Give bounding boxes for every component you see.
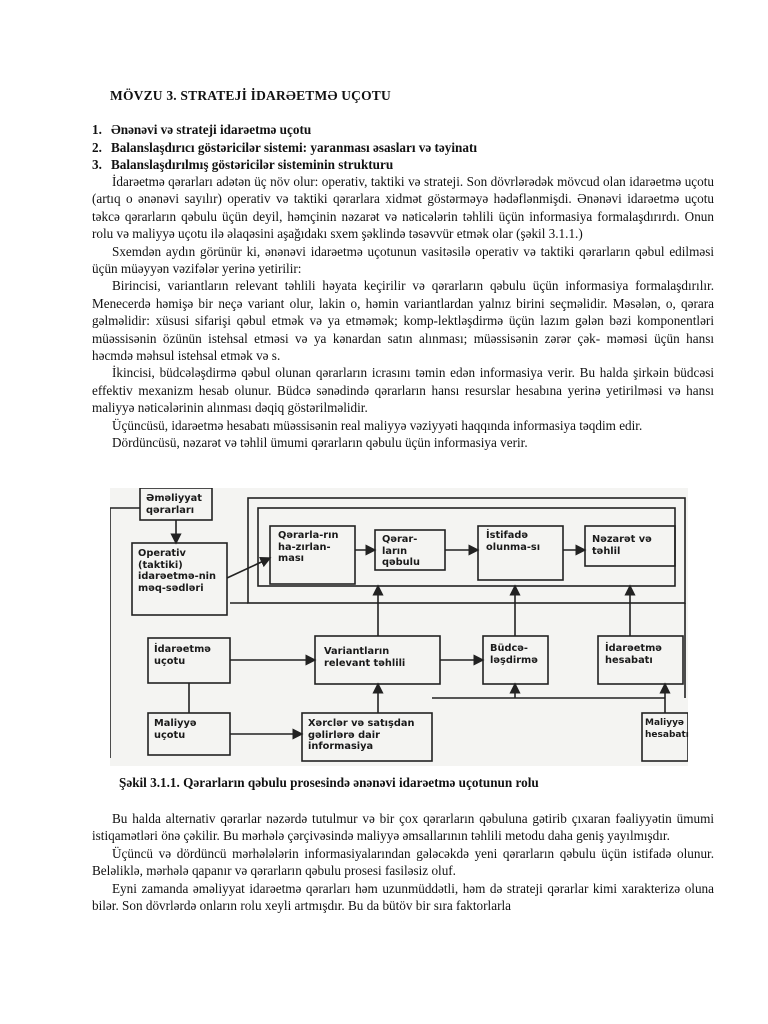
paragraph: Üçüncü və dördüncü mərhələlərin informasiyalarından gələcəkdə yeni qərarların qəbulu üçün istifadə olunur. Beləliklə, mərhələ qapanır və qərarların qəbulu prosesi fasiləsiz oluf. [92, 845, 714, 879]
body-text-top [92, 173, 714, 452]
paragraph: Eyni zamanda əməliyyat idarəetmə qərarları həm uzunmüddətli, həm də strateji qərarlar kimi xarakterizə oluna bilər. Son dövrlərdə onların rolu xeyli artmışdır. Bu da bütöv bir sıra faktorlarla [92, 880, 714, 914]
paragraph: Üçüncüsü, idarəetmə hesabatı müəssisənin real maliyyə vəziyyəti haqqında informasiya təqdim edir. [112, 417, 643, 433]
label-qebulu: Qərar-ların qəbulu [382, 534, 420, 568]
label-hazirlanmasi: Qərarla-rın ha-zırlan-ması [278, 530, 339, 564]
label-xercler: Xərclər və satışdan gəlirlərə dair informasiya [308, 718, 415, 752]
label-budce: Büdcə-ləşdirmə [490, 643, 538, 666]
label-idareetme-ucotu: İdarəetmə uçotu [154, 644, 211, 667]
label-hesabat: İdarəetmə hesabatı [605, 643, 662, 666]
paragraph: İkincisi, büdcələşdirmə qəbul olunan qərarların icrasını təmin edən informasiya verir. Bu halda şirkəin büdcəsi effektiv mexanizm hesab olunur. Büdcə sənədində qərarların hansı resurslar hesabına yerinə yetirilməsi və hansı maliyyə nəticələrinin alınması dəqiq göstərilməlidir. [92, 365, 714, 416]
label-operativ: Operativ (taktiki) idarəetmə-nin məq-sədləri [138, 548, 217, 594]
paragraph: Bu halda alternativ qərarlar nəzərdə tutulmur və bir çox qərarların qəbuluna gətirib çıxaran fəaliyyətin ümumi istiqamətləri önə çəkilir. Bu mərhələ çərçivəsində maliyyə əmsallarının təhlili metodu daha geniş yayılmışdır. [92, 811, 714, 844]
topic-outline [92, 121, 712, 174]
page-title: MÖVZU 3. STRATEJİ İDARƏETMƏ UÇOTU [110, 88, 391, 103]
paragraph: Dördüncüsü, nəzarət və təhlil ümumi qərarların qəbulu üçün informasiya verir. [112, 435, 528, 451]
label-maliyye-hesabati: Maliyyə hesabatı [645, 718, 689, 740]
outline-item: 3. Balanslaşdırılmış göstəricilər sisteminin strukturu [92, 157, 394, 172]
label-emeliyyat: Əməliyyat qərarları [146, 493, 202, 516]
label-variantlarin: Variantların relevant təhlili [324, 646, 406, 669]
paragraph: İdarəetmə qərarları adətən üç növ olur: operativ, taktiki və strateji. Son dövrlərədək mövcud olan idarəetmə uçotu (artıq o ənənəvi sayılır) operativ və taktiki qərarlara xidmət göstərməyə hədəflənmişdi. Ənənəvi idarəetmə uçotu təkcə qərarların qəbulu üçün deyil, həmçinin nəzarət və nəticələrin təhlili üçün informasiya formalaşdırırdı. Onun rolu və maliyyə uçotu ilə əlaqəsini aşağıdakı sxem şəklində təsəvvür etmək olar (şəkil 3.1.1.) [92, 174, 714, 242]
label-istifade: İstifadə olunma-sı [486, 530, 541, 553]
outline-item: 2. Balanslaşdırıcı göstəricilər sistemi: yaranması əsasları və təyinatı [92, 139, 478, 155]
figure-caption: Şəkil 3.1.1. Qərarların qəbulu prosesində ənənəvi idarəetmə uçotunun rolu [119, 775, 539, 790]
label-maliyye-ucotu: Maliyyə uçotu [154, 718, 197, 741]
process-diagram [110, 488, 688, 766]
paragraph: Birincisi, variantların relevant təhlili həyata keçirilir və qərarların qəbulu üçün informasiya formalaşdırılır. Menecerdə həmişə bir neçə variant olur, lakin o, həmin variantlardan yalnız birini seçməlidir. Məsələn, o, qərara gəlməlidir: xüsusi sifarişi qəbul etmək və ya etməmək; komp-lektləşdirmə üçün lazım gələn bəzi komponentləri müəssisənin özünün istehsal etməsi və ya kənardan satın alınması; müəssisənin zərər çək- məməsi üçün hansı həcmdə məhsul istehsal etmək və s. [92, 278, 714, 364]
body-text-bottom [92, 810, 714, 914]
label-nezaret: Nəzarət və təhlil [592, 534, 652, 557]
paragraph: Sxemdən aydın görünür ki, ənənəvi idarəetmə uçotunun vasitəsilə operativ və taktiki qərarların qəbul edilməsi üçün müəyyən vəzifələr yerinə yetirilir: [92, 243, 714, 277]
outline-item: 1. Ənənəvi və strateji idarəetmə uçotu [92, 122, 312, 137]
